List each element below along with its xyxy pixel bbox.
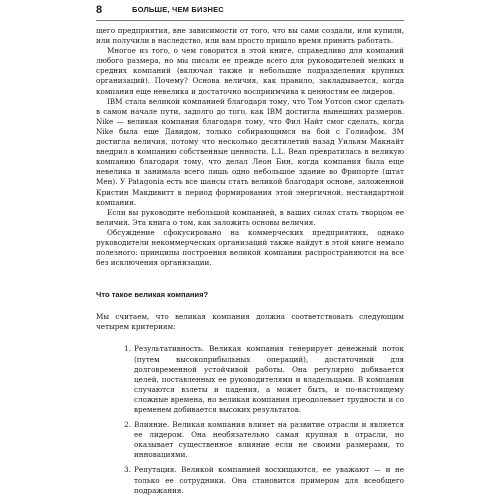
paragraph: Если вы руководите небольшой компанией, в ваших силах стать творцом ее величия. Эта книга о том, как заложить основы величия.	[96, 207, 404, 227]
list-item-text: Репутация. Великой компанией восхищаются, ее уважают — и не только ее сотрудники. Она становится примером для всеобщего подражания.	[134, 465, 404, 495]
paragraph: Многое из того, о чем говорится в этой книге, справедливо для компаний любого размера, но мы писали ее прежде всего для руководителей мелких и средних компаний (включая также и небольшие подразделения крупных организаций). Почему? Основа величия, как правило, закладывается, когда компания еще невелика и достаточно восприимчива к ценностям ее лидеров.	[96, 46, 404, 96]
page-body	[96, 26, 404, 501]
running-head: БОЛЬШЕ, ЧЕМ БИЗНЕС	[132, 5, 224, 14]
page-header	[96, 4, 404, 20]
list-item-number: 2.	[124, 420, 131, 430]
page-number: 8	[96, 4, 103, 16]
list-item-text: Результативность. Великая компания генерирует денежный поток (путем высокоприбыльных операций), достаточный для долговременной устойчивой работы. Она регулярно добивается целей, поставленных ее руководителями и владельцами. В компании случаются взлеты и падения, а может быть, и по-настоящему сложные времена, но великая компания преодолевает трудности и со временем добивается высоких результатов.	[134, 344, 404, 414]
section-heading: Что такое великая компания?	[96, 290, 209, 300]
paragraph-continuation: щего предприятия, вне зависимости от того, что вы сами создали, или купили, или получили в наследство, или вам просто пришло время принять работать.	[96, 26, 404, 46]
paragraph: Обсуждение сфокусировано на коммерческих предприятиях, однако руководители некоммерческих организаций также найдут в этой книге немало полезного: принципы построения великой компании распространяются на все без исключения организации.	[96, 227, 404, 268]
list-item	[124, 465, 404, 495]
paragraph: IBM стала великой компанией благодаря тому, что Том Уотсон смог сделать в самом начале пути, задолго до того, как IBM достигла нынешних размеров. Nike — великая компания благодаря тому, что Фил Найт смог сделать, когда Nike была еще Давидом, только собирающимся на бой с Голиафом. 3M достигла величия, потому что несколько десятилетий назад Уильям Макнайт внедрил в компанию собственные ценности. L.L. Bean превратилась в великую компанию благодаря тому, что делал Леон Бин, когда компания была еще невелика и занимала всего лишь одно небольшое здание во Фрипорте (штат Мен). У Patagonia есть все шансы стать великой благодаря основе, заложенной Кристин Макдивитт в период формирования этой энергичной, нестандартной компании.	[96, 96, 404, 207]
list-item-number: 3.	[124, 465, 131, 475]
list-item-number: 1.	[124, 344, 131, 354]
criteria-list	[96, 344, 404, 495]
list-item-text: Влияние. Великая компания влияет на развитие отрасли и является ее лидером. Она необязательно самая крупная в отрасли, но оказывает существенное влияние если не своими размерами, то инновациями.	[134, 420, 404, 460]
list-item	[124, 420, 404, 460]
list-item	[124, 344, 404, 415]
section-intro: Мы считаем, что великая компания должна соответствовать следующим четырем критериям:	[96, 312, 404, 332]
header-rule	[96, 20, 404, 21]
